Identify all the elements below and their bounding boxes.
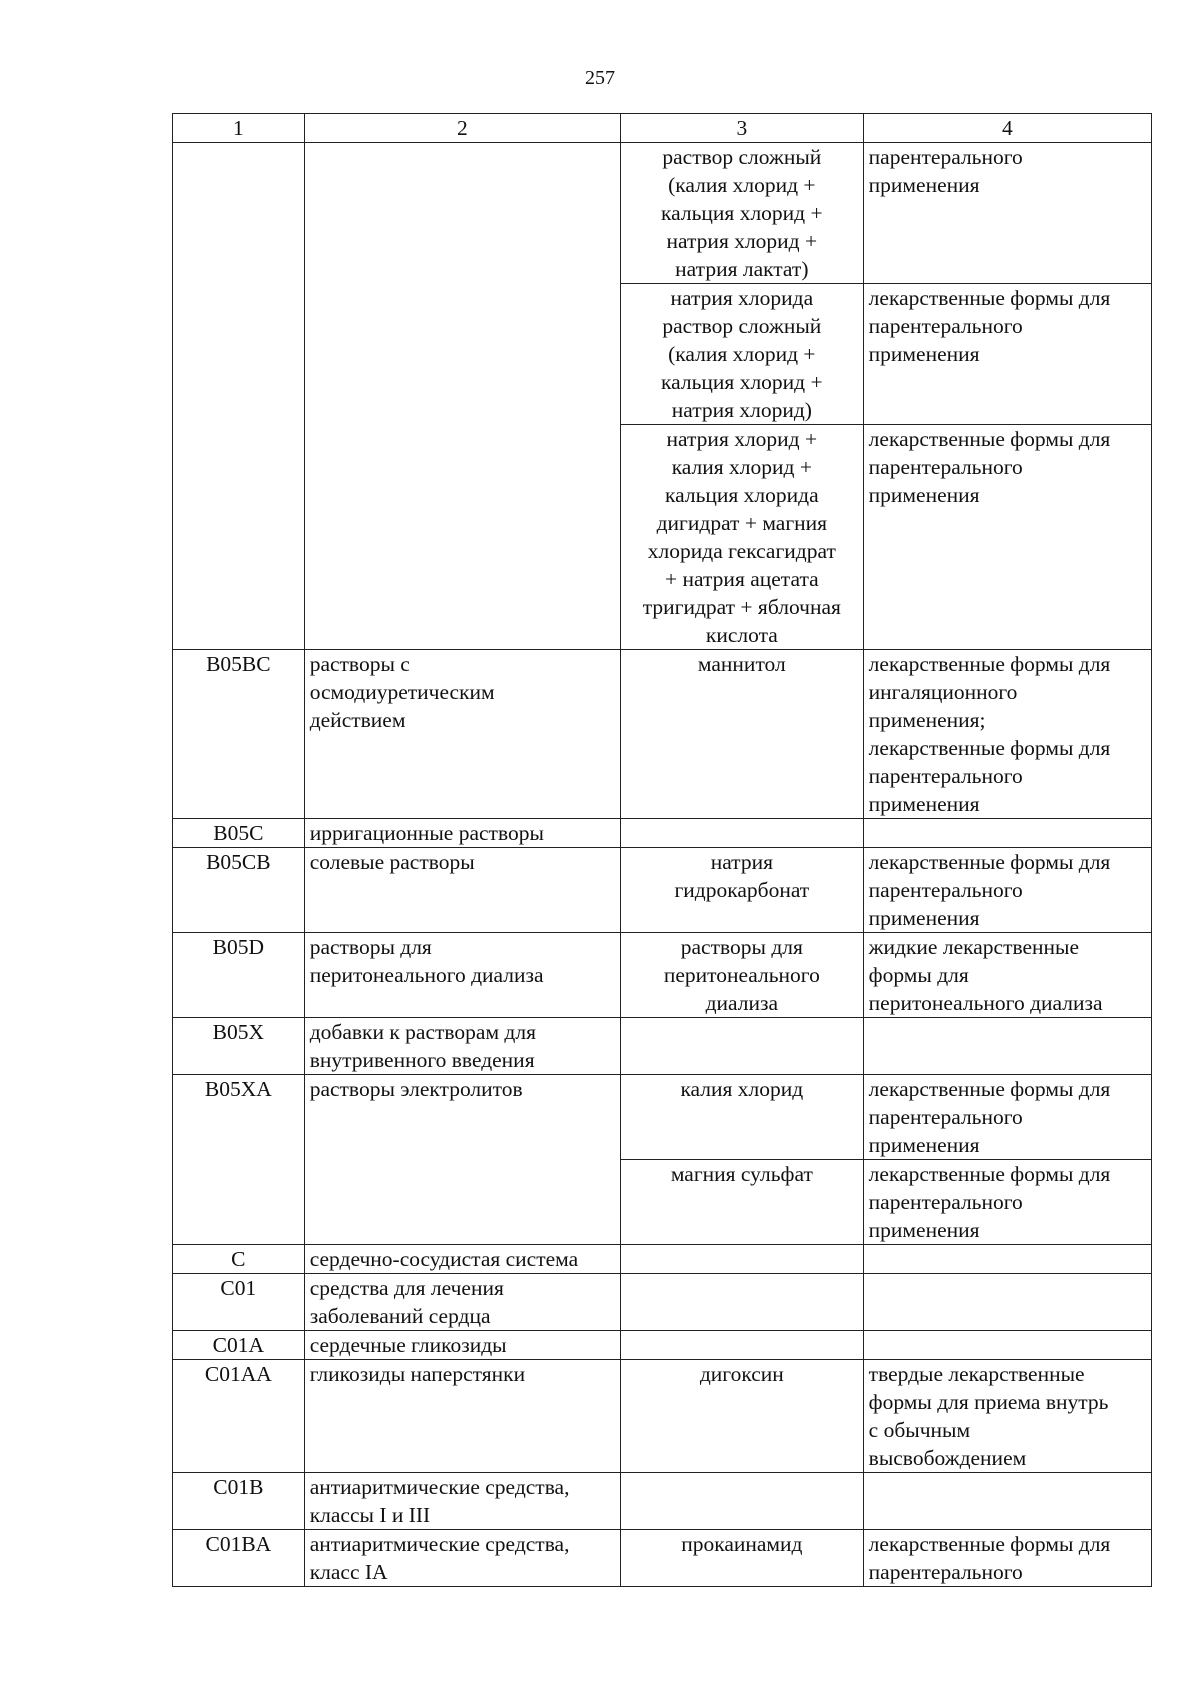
table-row	[173, 143, 1152, 284]
dosage-form-cell: твердые лекарственные формы для приема внутрь с обычным высвобождением	[863, 1360, 1151, 1473]
dosage-form-cell: парентерального применения	[863, 143, 1151, 284]
header-col-1: 1	[173, 114, 305, 143]
header-col-3: 3	[621, 114, 864, 143]
atc-group-name-cell: растворы для перитонеального диализа	[304, 933, 620, 1018]
drug-name-cell: растворы для перитонеального диализа	[621, 933, 864, 1018]
atc-code-cell: B05D	[173, 933, 305, 1018]
dosage-form-cell	[863, 1331, 1151, 1360]
page-number: 257	[585, 67, 615, 89]
drug-name-cell	[621, 819, 864, 848]
dosage-form-cell: жидкие лекарственные формы для перитонеального диализа	[863, 933, 1151, 1018]
table-row	[173, 933, 1152, 1018]
header-col-4: 4	[863, 114, 1151, 143]
dosage-form-cell: лекарственные формы для парентерального применения	[863, 1075, 1151, 1160]
atc-code-cell: B05CB	[173, 848, 305, 933]
dosage-form-cell: лекарственные формы для парентерального применения	[863, 1160, 1151, 1245]
table-row	[173, 1530, 1152, 1587]
header-col-2: 2	[304, 114, 620, 143]
table-row	[173, 819, 1152, 848]
atc-group-name-cell: растворы электролитов	[304, 1075, 620, 1245]
atc-code-cell: C01A	[173, 1331, 305, 1360]
table-row	[173, 848, 1152, 933]
table-row	[173, 1331, 1152, 1360]
drug-name-cell: натрия гидрокарбонат	[621, 848, 864, 933]
dosage-form-cell	[863, 819, 1151, 848]
atc-code-cell: C01BA	[173, 1530, 305, 1587]
drug-classification-table	[172, 113, 1152, 1587]
drug-name-cell: калия хлорид	[621, 1075, 864, 1160]
atc-group-name-cell: ирригационные растворы	[304, 819, 620, 848]
atc-code-cell: B05BC	[173, 650, 305, 819]
table-header	[173, 114, 1152, 143]
drug-name-cell	[621, 1473, 864, 1530]
drug-name-cell	[621, 1018, 864, 1075]
table-row	[173, 1473, 1152, 1530]
table-row	[173, 1018, 1152, 1075]
atc-code-cell: C01	[173, 1274, 305, 1331]
atc-group-name-cell: средства для лечения заболеваний сердца	[304, 1274, 620, 1331]
atc-code-cell: B05X	[173, 1018, 305, 1075]
dosage-form-cell: лекарственные формы для парентерального	[863, 1530, 1151, 1587]
table-row	[173, 650, 1152, 819]
drug-name-cell: раствор сложный (калия хлорид + кальция хлорид + натрия хлорид + натрия лактат)	[621, 143, 864, 284]
atc-code-cell: C01B	[173, 1473, 305, 1530]
dosage-form-cell: лекарственные формы для парентерального применения	[863, 848, 1151, 933]
drug-name-cell: дигоксин	[621, 1360, 864, 1473]
atc-group-name-cell: сердечные гликозиды	[304, 1331, 620, 1360]
table-row	[173, 1360, 1152, 1473]
atc-code-cell: C	[173, 1245, 305, 1274]
atc-code-cell: B05XA	[173, 1075, 305, 1245]
dosage-form-cell	[863, 1274, 1151, 1331]
dosage-form-cell	[863, 1018, 1151, 1075]
dosage-form-cell: лекарственные формы для парентерального применения	[863, 425, 1151, 650]
drug-name-cell: натрия хлорид + калия хлорид + кальция хлорида дигидрат + магния хлорида гексагидрат + натрия ацетата тригидрат + яблочная кислота	[621, 425, 864, 650]
drug-name-cell	[621, 1274, 864, 1331]
atc-code-cell: B05C	[173, 819, 305, 848]
atc-group-name-cell: сердечно-сосудистая система	[304, 1245, 620, 1274]
atc-group-name-cell: антиаритмические средства, класс IA	[304, 1530, 620, 1587]
atc-group-name-cell: растворы с осмодиуретическим действием	[304, 650, 620, 819]
atc-code-cell: C01AA	[173, 1360, 305, 1473]
drug-name-cell: магния сульфат	[621, 1160, 864, 1245]
table-row	[173, 1274, 1152, 1331]
dosage-form-cell: лекарственные формы для ингаляционного применения; лекарственные формы для парентерального применения	[863, 650, 1151, 819]
table-row	[173, 1245, 1152, 1274]
table-row	[173, 1075, 1152, 1160]
dosage-form-cell	[863, 1473, 1151, 1530]
drug-name-cell: прокаинамид	[621, 1530, 864, 1587]
atc-group-name-cell: добавки к растворам для внутривенного введения	[304, 1018, 620, 1075]
atc-group-name-cell: антиаритмические средства, классы I и III	[304, 1473, 620, 1530]
atc-group-name-cell: гликозиды наперстянки	[304, 1360, 620, 1473]
drug-name-cell: маннитол	[621, 650, 864, 819]
dosage-form-cell: лекарственные формы для парентерального применения	[863, 284, 1151, 425]
drug-name-cell	[621, 1331, 864, 1360]
drug-name-cell: натрия хлорида раствор сложный (калия хлорид + кальция хлорид + натрия хлорид)	[621, 284, 864, 425]
header-row	[173, 114, 1152, 143]
atc-code-cell	[173, 143, 305, 650]
atc-group-name-cell	[304, 143, 620, 650]
dosage-form-cell	[863, 1245, 1151, 1274]
table-body	[173, 143, 1152, 1587]
drug-name-cell	[621, 1245, 864, 1274]
atc-group-name-cell: солевые растворы	[304, 848, 620, 933]
